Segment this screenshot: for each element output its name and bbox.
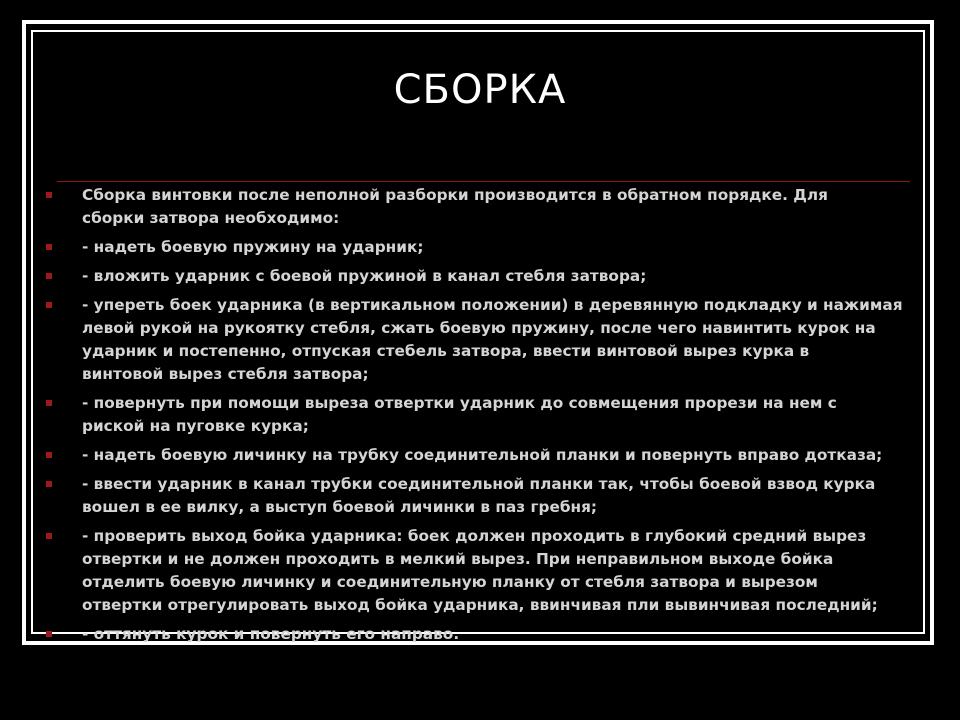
bullet-text-line: - повернуть при помощи выреза отвертки ударник до совмещения прорези на нем с: [82, 394, 837, 412]
bullet-item: [42, 623, 932, 646]
bullet-text-line: - надеть боевую личинку на трубку соединительной планки и повернуть вправо дотказа;: [82, 446, 883, 464]
square-bullet-icon: [46, 244, 52, 250]
bullet-text-line: отвертки отрегулировать выход бойка ударника, ввинчивая пли вывинчивая последний;: [82, 596, 878, 614]
bullet-text-line: винтовой вырез стебля затвора;: [82, 365, 369, 383]
slide-title: СБОРКА: [393, 67, 567, 113]
bullet-text-line: - упереть боек ударника (в вертикальном положении) в деревянную подкладку и нажимая: [82, 296, 903, 314]
square-bullet-icon: [46, 273, 52, 279]
bullet-item: [42, 265, 932, 288]
bullet-item: [42, 444, 932, 467]
square-bullet-icon: [46, 302, 52, 308]
square-bullet-icon: [46, 631, 52, 637]
bullet-text-line: - ввести ударник в канал трубки соединительной планки так, чтобы боевой взвод курка: [82, 475, 876, 493]
square-bullet-icon: [46, 533, 52, 539]
bullet-text-line: сборки затвора необходимо:: [82, 209, 340, 227]
bullet-item: [42, 184, 932, 230]
bullet-text-line: отвертки и не должен проходить в мелкий вырез. При неправильном выходе бойка: [82, 550, 834, 568]
square-bullet-icon: [46, 481, 52, 487]
square-bullet-icon: [46, 192, 52, 198]
bullet-text-line: - вложить ударник с боевой пружиной в канал стебля затвора;: [82, 267, 647, 285]
bullet-text-line: вошел в ее вилку, а выступ боевой личинки в паз гребня;: [82, 498, 598, 516]
bullet-item: [42, 236, 932, 259]
bullet-text-line: отделить боевую личинку и соединительную планку от стебля затвора и вырезом: [82, 573, 818, 591]
bullet-text-line: - оттянуть курок и повернуть его направо.: [82, 625, 460, 643]
square-bullet-icon: [46, 400, 52, 406]
square-bullet-icon: [46, 452, 52, 458]
bullet-text-line: ударник и постепенно, отпуская стебель затвора, ввести винтовой вырез курка в: [82, 342, 810, 360]
bullet-text-line: - проверить выход бойка ударника: боек должен проходить в глубокий средний вырез: [82, 527, 867, 545]
bullet-item: [42, 473, 932, 519]
title-divider: [57, 181, 910, 182]
bullet-text-line: риской на пуговке курка;: [82, 417, 309, 435]
bullet-text-line: левой рукой на рукоятку стебля, сжать боевую пружину, после чего навинтить курок на: [82, 319, 876, 337]
bullet-item: [42, 392, 932, 438]
bullet-item: [42, 294, 932, 386]
bullet-text-line: - надеть боевую пружину на ударник;: [82, 238, 424, 256]
bullet-item: [42, 525, 932, 617]
bullet-text-line: Сборка винтовки после неполной разборки производится в обратном порядке. Для: [82, 186, 828, 204]
bullet-list: [42, 184, 932, 652]
